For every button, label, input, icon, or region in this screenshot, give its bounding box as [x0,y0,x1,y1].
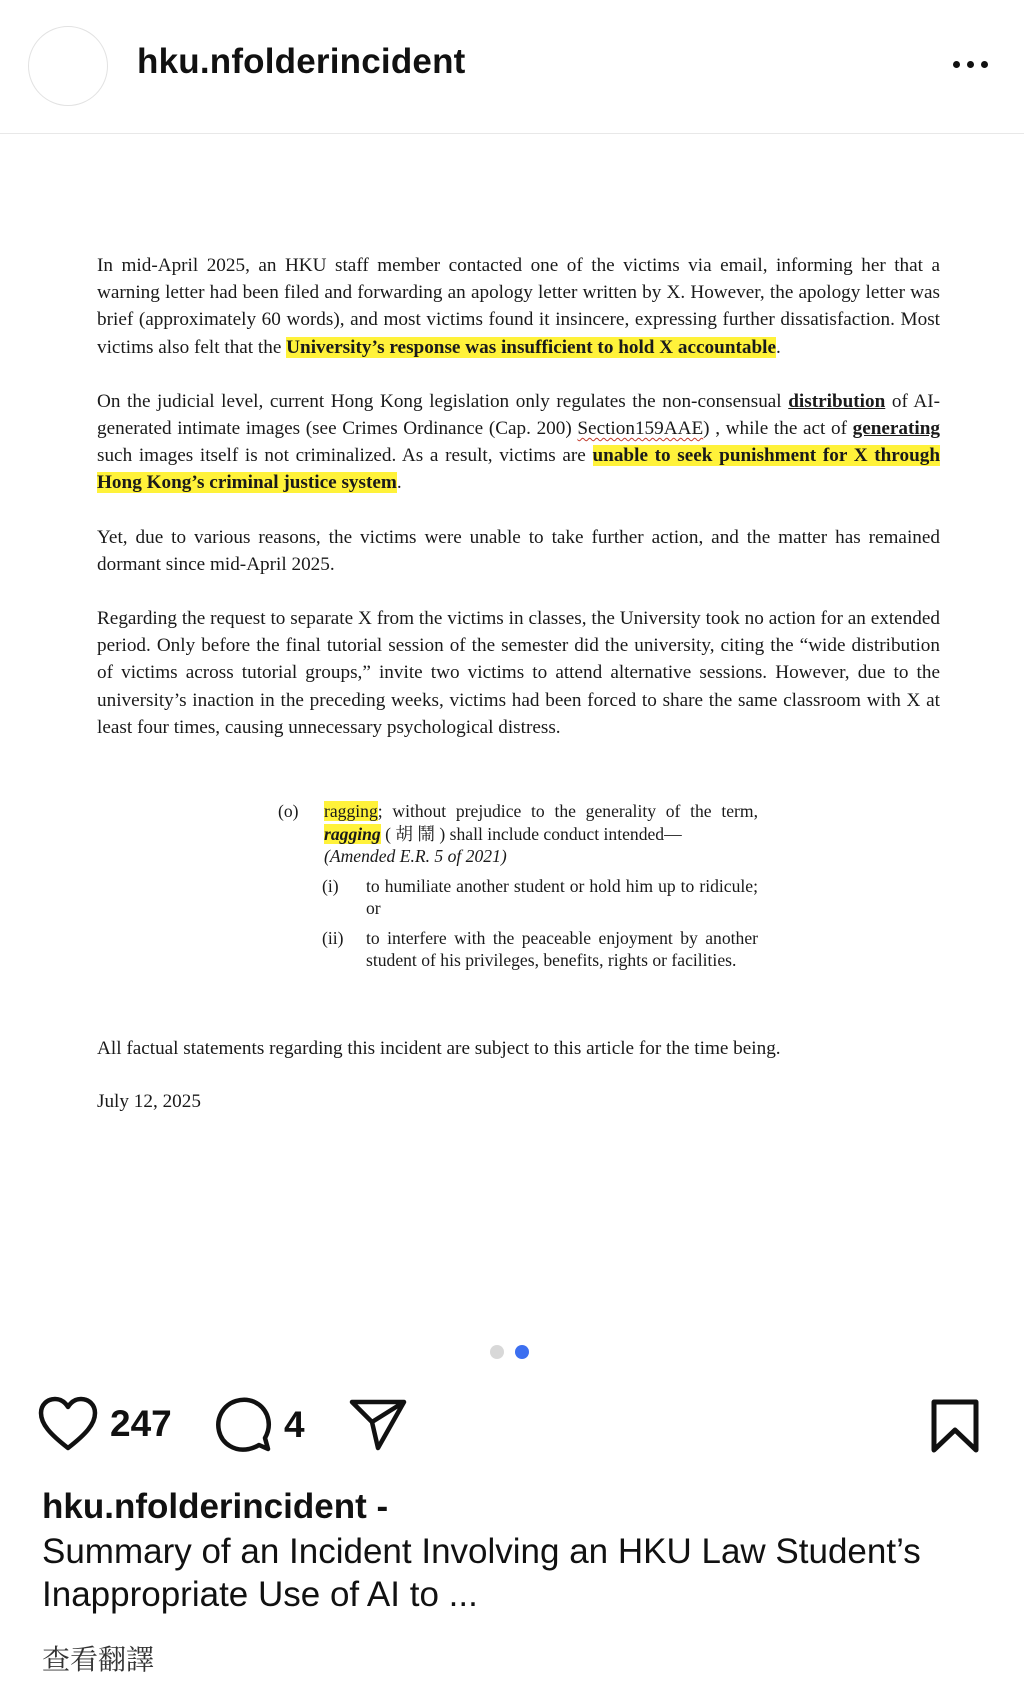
document-body [97,252,940,768]
carousel-dot-active[interactable] [515,1345,529,1359]
see-translation-link[interactable]: 查看翻譯 [42,1643,155,1676]
highlight-term: ragging [324,801,378,821]
section-reference: Section159AAE [577,418,704,440]
more-options-button[interactable] [940,48,1000,80]
carousel-dot[interactable] [490,1345,504,1359]
save-button[interactable] [930,1398,980,1454]
like-button[interactable] [38,1396,172,1452]
comment-count: 4 [284,1404,305,1445]
highlight-text: unable to seek punishment for X through Hong Kong’s criminal justice system [97,445,941,494]
comment-button[interactable] [214,1396,305,1454]
action-bar [0,1390,1024,1460]
paragraph-3: Yet, due to various reasons, the victims were unable to take further action, and the matter has remained dormant since mid-April 2025. [97,526,940,575]
highlight-term: ragging [324,823,381,844]
regulation-label: (o) [278,801,299,821]
heart-icon [38,1396,98,1452]
caption-username[interactable]: hku.nfolderincident - [42,1487,389,1526]
like-count: 247 [110,1403,172,1444]
regulation-item: (ii) to interfere with the peaceable enjoyment by another student of his privileges, benefits, rights or facilities. [322,927,758,970]
comment-icon [214,1396,272,1454]
emphasis-generating: generating [852,418,941,440]
regulation-excerpt: (o) ragging; without prejudice to the generality of the term, ragging ( 胡 鬧 ) shall include conduct intended— (Amended E.R. 5 of 2021) (i) to humiliate another student or hold him up to ridicule; or (ii) to interfere with the peaceable enjoyment by another student of his privileges, benefits, rights or facilities. [278,801,758,970]
avatar[interactable] [28,26,108,106]
bookmark-icon [930,1398,980,1454]
more-horizontal-icon [953,61,960,68]
document-date: July 12, 2025 [97,1091,201,1112]
post-username[interactable]: hku.nfolderincident [137,42,466,81]
regulation-item: (i) to humiliate another student or hold him up to ridicule; or [322,875,758,918]
paragraph-4: Regarding the request to separate X from the victims in classes, the University took no action for an extended period. Only before the final tutorial session of the semester did the university, citing the “wide distribution of victims across tutorial groups,” invite two victims to attend alternative sessions. However, due to the university’s inaction in the preceding weeks, victims had been forced to share the same classroom with X at least four times, causing unnecessary psychological distress. [97,608,940,738]
more-horizontal-icon [981,61,988,68]
share-button[interactable] [348,1398,408,1452]
send-icon [348,1398,408,1452]
highlight-text: University’s response was insufficient to hold X accountable [286,336,776,358]
caption-text[interactable]: Summary of an Incident Involving an HKU Law Student’s Inappropriate Use of AI to ... [42,1532,921,1614]
emphasis-distribution: distribution [788,390,886,412]
post-header [0,0,1024,134]
more-horizontal-icon [967,61,974,68]
carousel-indicator [490,1345,529,1359]
post-caption [42,1486,992,1678]
closing-statement: All factual statements regarding this incident are subject to this article for the time being. [97,1038,781,1059]
paragraph-1: In mid-April 2025, an HKU staff member contacted one of the victims via email, informing her that a warning letter had been filed and forwarding an apology letter written by X. However, the apology letter was brief (approximately 60 words), and most victims found it insincere, expressing further dissatisfaction. Most victims also felt that the University’s response was insufficient to hold X accountable. [97,255,940,358]
amendment-note: (Amended E.R. 5 of 2021) [324,846,507,866]
paragraph-2: On the judicial level, current Hong Kong legislation only regulates the non-consensual distribution of AI-generated intimate images (see Crimes Ordinance (Cap. 200) Section159AAE) , while the act of generating such images itself is not criminalized. As a result, victims are unable to seek punishment for X through Hong Kong’s criminal justice system. [97,390,941,494]
